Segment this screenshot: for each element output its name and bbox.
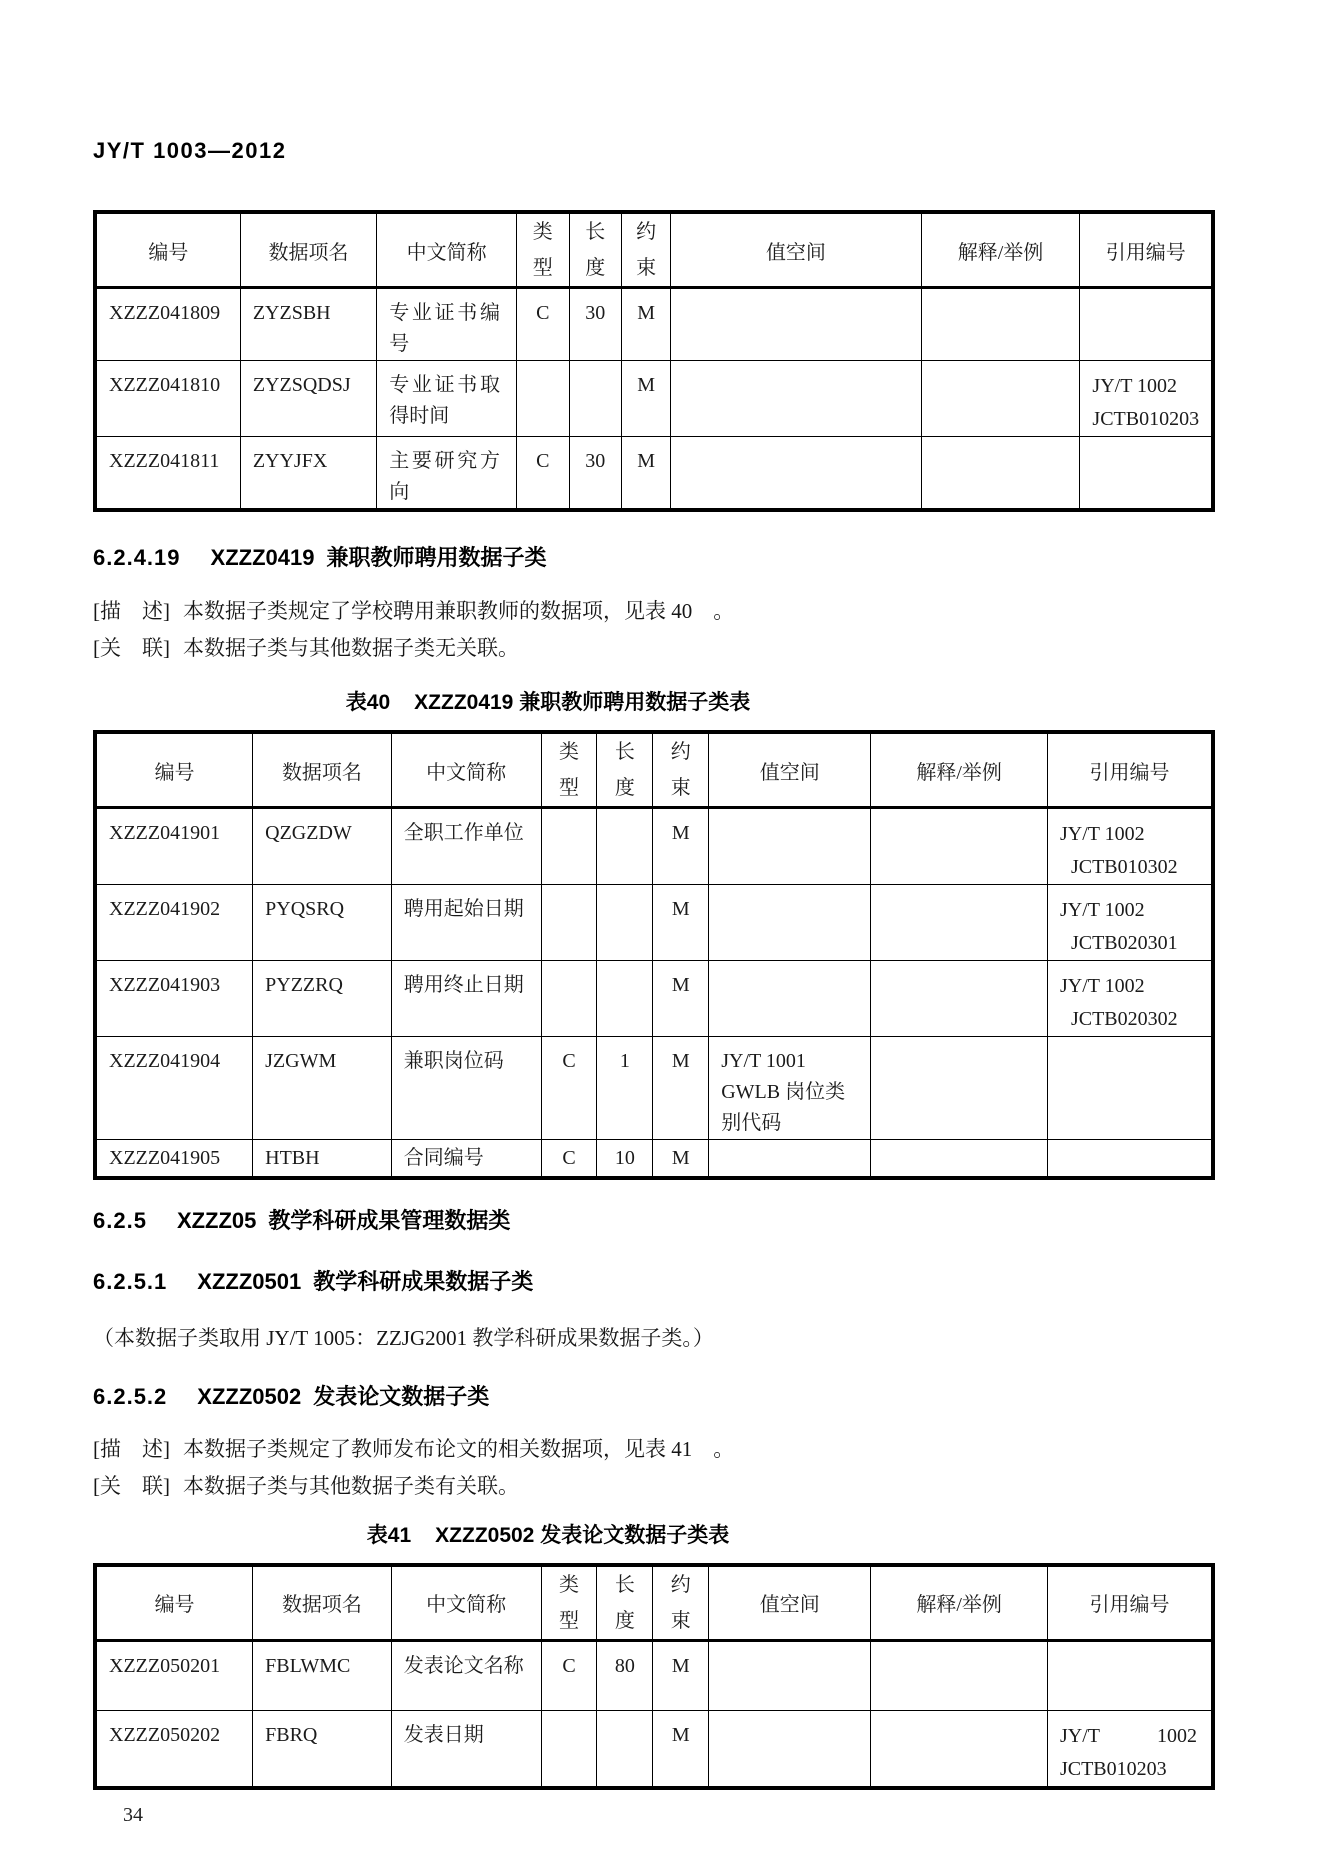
section-code: XZZZ0502	[197, 1383, 302, 1409]
data-table-41	[93, 1563, 1215, 1790]
col-header-data-item-name: 数据项名	[253, 732, 392, 808]
cell-reference	[1047, 885, 1213, 961]
cell-data-item-name: HTBH	[253, 1140, 392, 1178]
reference-line: JCTB020302	[1070, 1008, 1178, 1030]
cell-id: XZZZ041904	[95, 1037, 253, 1140]
cell-chinese-name: 发表论文名称	[391, 1640, 541, 1710]
relation-text: 本数据子类与其他数据子类有关联。	[183, 1473, 519, 1498]
col-header-length	[569, 212, 622, 288]
cell-reference	[1080, 288, 1213, 361]
cell-explanation	[921, 361, 1080, 437]
col-header-type	[516, 212, 569, 288]
col-header-value-space: 值空间	[671, 212, 921, 288]
cell-reference	[1047, 1640, 1213, 1710]
data-table-40	[93, 730, 1215, 1180]
section-heading-6-2-5-1	[93, 1268, 1215, 1296]
cell-reference	[1080, 437, 1213, 511]
col-header-id: 编号	[95, 732, 253, 808]
page-number: 34	[123, 1803, 143, 1826]
cell-explanation	[871, 961, 1048, 1037]
reference-standard-number: 1002	[1157, 1724, 1197, 1747]
description-label: [描 述]	[93, 599, 170, 623]
reference-line: JCTB010302	[1070, 856, 1178, 878]
cell-type	[516, 361, 569, 437]
cell-id: XZZZ050201	[95, 1640, 253, 1710]
table-row	[95, 1710, 1213, 1788]
cell-id: XZZZ041905	[95, 1140, 253, 1178]
cell-length	[597, 1710, 653, 1788]
cell-constraint: M	[653, 808, 709, 885]
cell-reference	[1047, 1710, 1213, 1788]
col-header-length-label: 长度	[614, 741, 635, 799]
section-number: 6.2.5	[93, 1207, 147, 1233]
reference-line	[1060, 1720, 1203, 1753]
col-header-reference: 引用编号	[1080, 212, 1213, 288]
col-header-value-space: 值空间	[709, 732, 871, 808]
col-header-length-label: 长度	[614, 1573, 635, 1632]
cell-chinese-name: 发表日期	[391, 1710, 541, 1788]
reference-line: JY/T 1002	[1092, 375, 1178, 397]
cell-value-space	[709, 808, 871, 885]
col-header-constraint	[653, 1565, 709, 1641]
cell-data-item-name: PYQSRQ	[253, 885, 392, 961]
cell-reference	[1047, 1140, 1213, 1178]
section-heading-6-2-5	[93, 1207, 1215, 1235]
description-label: [描 述]	[93, 1436, 170, 1461]
col-header-data-item-name: 数据项名	[253, 1565, 392, 1641]
table-header-row	[95, 212, 1213, 288]
section-number: 6.2.5.1	[93, 1268, 168, 1294]
cell-value-space: JY/T 1001 GWLB 岗位类别代码	[709, 1037, 871, 1140]
reference-line: JY/T 1002	[1059, 899, 1145, 921]
reference-line: JCTB020301	[1070, 932, 1178, 954]
cell-reference	[1047, 1037, 1213, 1140]
cell-type	[541, 885, 597, 961]
cell-chinese-name: 兼职岗位码	[391, 1037, 541, 1140]
cell-data-item-name: QZGZDW	[253, 808, 392, 885]
table-caption-40	[93, 689, 1215, 717]
section-heading-6-2-5-2	[93, 1383, 1215, 1411]
cell-constraint: M	[653, 1710, 709, 1788]
cell-reference	[1047, 808, 1213, 885]
col-header-constraint	[622, 212, 671, 288]
table-caption-title: XZZZ0502 发表论文数据子类表	[435, 1523, 730, 1547]
cell-constraint: M	[622, 288, 671, 361]
document-code: JY/T 1003—2012	[93, 138, 287, 163]
section-number: 6.2.5.2	[93, 1383, 168, 1409]
cell-id: XZZZ050202	[95, 1710, 253, 1788]
col-header-constraint-label: 约束	[670, 741, 691, 799]
cell-constraint: M	[653, 961, 709, 1037]
section-title: 教学科研成果数据子类	[313, 1268, 534, 1294]
cell-constraint: M	[653, 1037, 709, 1140]
col-header-id: 编号	[95, 212, 240, 288]
cell-reference	[1080, 361, 1213, 437]
table-row	[95, 1140, 1213, 1178]
col-header-data-item-name: 数据项名	[240, 212, 376, 288]
cell-id: XZZZ041902	[95, 885, 253, 961]
table-caption-41	[93, 1522, 1215, 1550]
cell-data-item-name: ZYZSQDSJ	[240, 361, 376, 437]
col-header-id: 编号	[95, 1565, 253, 1641]
col-header-constraint	[653, 732, 709, 808]
cell-value-space	[709, 961, 871, 1037]
col-header-length-label: 长度	[585, 221, 606, 279]
relation-paragraph	[93, 1468, 1215, 1505]
cell-constraint: M	[622, 437, 671, 511]
cell-type: C	[541, 1640, 597, 1710]
cell-id: XZZZ041903	[95, 961, 253, 1037]
description-paragraph	[93, 593, 1215, 630]
cell-id: XZZZ041901	[95, 808, 253, 885]
reference-line: JY/T 1002	[1059, 975, 1145, 997]
table-row	[95, 288, 1213, 361]
cell-length	[569, 361, 622, 437]
section-number: 6.2.4.19	[93, 545, 181, 570]
data-table-continuation	[93, 210, 1215, 512]
cell-value-space	[709, 885, 871, 961]
cell-data-item-name: JZGWM	[253, 1037, 392, 1140]
cell-value-space	[709, 1710, 871, 1788]
cell-type: C	[541, 1140, 597, 1178]
reference-standard: JY/T	[1059, 1724, 1100, 1747]
col-header-type	[541, 1565, 597, 1641]
section-title: 兼职教师聘用数据子类	[326, 545, 547, 570]
cell-type	[541, 1710, 597, 1788]
col-header-value-space: 值空间	[709, 1565, 871, 1641]
table-header-row	[95, 732, 1213, 808]
note-paragraph: （本数据子类取用 JY/T 1005：ZZJG2001 教学科研成果数据子类。）	[93, 1325, 714, 1350]
col-header-constraint-label: 约束	[636, 221, 657, 279]
cell-value-space	[671, 288, 921, 361]
table-row	[95, 1037, 1213, 1140]
cell-id: XZZZ041809	[95, 288, 240, 361]
cell-value-space	[709, 1640, 871, 1710]
cell-data-item-name: ZYZSBH	[240, 288, 376, 361]
table-row	[95, 361, 1213, 437]
table-row	[95, 437, 1213, 511]
cell-explanation	[871, 808, 1048, 885]
cell-length: 80	[597, 1640, 653, 1710]
cell-chinese-name: 合同编号	[391, 1140, 541, 1178]
col-header-explanation: 解释/举例	[921, 212, 1080, 288]
cell-type	[541, 808, 597, 885]
cell-explanation	[871, 885, 1048, 961]
cell-chinese-name: 专业证书取得时间	[377, 361, 517, 437]
table-caption-number: 表41	[366, 1523, 412, 1547]
cell-explanation	[871, 1710, 1048, 1788]
table-row	[95, 961, 1213, 1037]
col-header-length	[597, 1565, 653, 1641]
relation-text: 本数据子类与其他数据子类无关联。	[183, 636, 519, 660]
cell-chinese-name: 聘用终止日期	[391, 961, 541, 1037]
cell-value-space	[671, 361, 921, 437]
reference-line: JCTB010203	[1092, 408, 1200, 430]
col-header-explanation: 解释/举例	[871, 1565, 1048, 1641]
relation-paragraph	[93, 630, 1215, 667]
cell-type: C	[516, 437, 569, 511]
col-header-type-label: 类型	[558, 741, 579, 799]
col-header-explanation: 解释/举例	[871, 732, 1048, 808]
cell-value-space	[671, 437, 921, 511]
cell-data-item-name: PYZZRQ	[253, 961, 392, 1037]
relation-label: [关 联]	[93, 636, 170, 660]
description-text: 本数据子类规定了学校聘用兼职教师的数据项，见表 40 。	[183, 599, 735, 623]
description-text: 本数据子类规定了教师发布论文的相关数据项，见表 41 。	[183, 1436, 735, 1461]
table-caption-number: 表40	[345, 691, 391, 714]
table-header-row	[95, 1565, 1213, 1641]
cell-length	[597, 885, 653, 961]
cell-chinese-name: 专业证书编号	[377, 288, 517, 361]
cell-chinese-name: 聘用起始日期	[391, 885, 541, 961]
cell-type: C	[516, 288, 569, 361]
table-caption-title: XZZZ0419 兼职教师聘用数据子类表	[414, 691, 751, 714]
col-header-constraint-label: 约束	[670, 1573, 691, 1632]
cell-type	[541, 961, 597, 1037]
section-code: XZZZ05	[176, 1207, 257, 1233]
reference-line: JCTB010203	[1059, 1757, 1167, 1780]
col-header-type	[541, 732, 597, 808]
cell-length	[597, 961, 653, 1037]
cell-explanation	[871, 1140, 1048, 1178]
table-row	[95, 1640, 1213, 1710]
cell-data-item-name: FBRQ	[253, 1710, 392, 1788]
section-title: 发表论文数据子类	[313, 1383, 490, 1409]
cell-reference	[1047, 961, 1213, 1037]
cell-data-item-name: ZYYJFX	[240, 437, 376, 511]
cell-constraint: M	[622, 361, 671, 437]
col-header-chinese-name: 中文简称	[391, 1565, 541, 1641]
relation-label: [关 联]	[93, 1473, 170, 1498]
cell-explanation	[921, 288, 1080, 361]
cell-length: 10	[597, 1140, 653, 1178]
description-paragraph	[93, 1431, 1215, 1468]
section-code: XZZZ0419	[210, 545, 315, 570]
cell-type: C	[541, 1037, 597, 1140]
cell-chinese-name: 全职工作单位	[391, 808, 541, 885]
cell-value-space	[709, 1140, 871, 1178]
cell-length	[597, 808, 653, 885]
table-row	[95, 808, 1213, 885]
cell-chinese-name: 主要研究方向	[377, 437, 517, 511]
col-header-reference: 引用编号	[1047, 732, 1213, 808]
col-header-chinese-name: 中文简称	[377, 212, 517, 288]
col-header-type-label: 类型	[558, 1573, 579, 1632]
cell-id: XZZZ041811	[95, 437, 240, 511]
section-code: XZZZ0501	[197, 1268, 302, 1294]
col-header-reference: 引用编号	[1047, 1565, 1213, 1641]
cell-length: 30	[569, 288, 622, 361]
cell-id: XZZZ041810	[95, 361, 240, 437]
cell-constraint: M	[653, 885, 709, 961]
col-header-length	[597, 732, 653, 808]
col-header-chinese-name: 中文简称	[391, 732, 541, 808]
reference-line: JY/T 1002	[1059, 823, 1145, 845]
table-row	[95, 885, 1213, 961]
cell-length: 1	[597, 1037, 653, 1140]
section-heading-6-2-4-19	[93, 544, 1215, 572]
cell-data-item-name: FBLWMC	[253, 1640, 392, 1710]
cell-constraint: M	[653, 1140, 709, 1178]
cell-explanation	[871, 1037, 1048, 1140]
cell-explanation	[871, 1640, 1048, 1710]
cell-constraint: M	[653, 1640, 709, 1710]
cell-length: 30	[569, 437, 622, 511]
col-header-type-label: 类型	[532, 221, 553, 279]
cell-explanation	[921, 437, 1080, 511]
section-title: 教学科研成果管理数据类	[268, 1207, 511, 1233]
